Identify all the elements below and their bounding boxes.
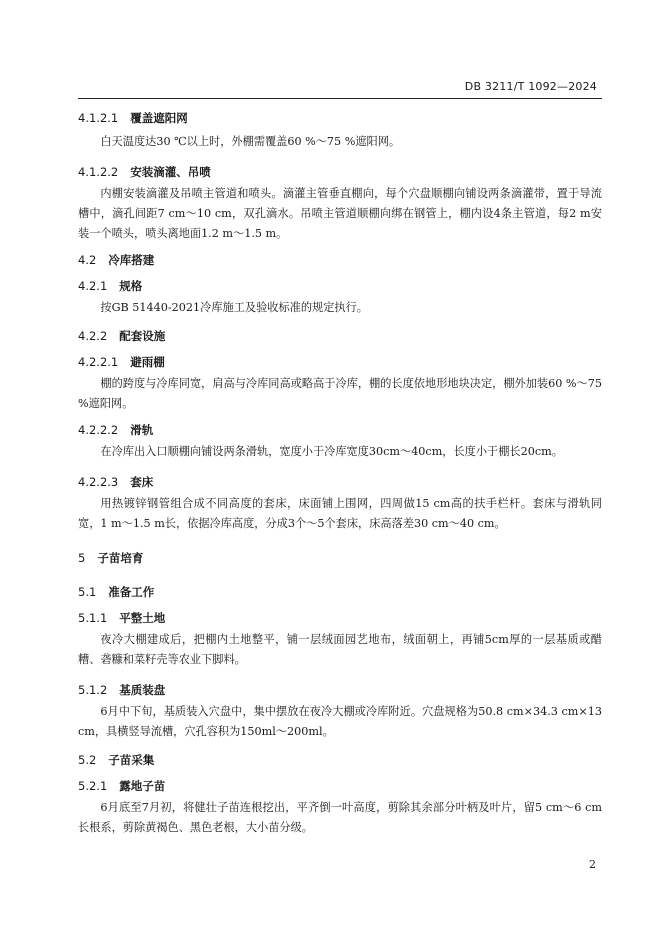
paragraph: 白天温度达30 ℃以上时，外棚需覆盖60 %～75 %遮阳网。 <box>100 135 401 148</box>
heading-5: 5 子苗培育 <box>78 551 144 565</box>
header-rule <box>78 98 602 99</box>
heading-4-2-2-3: 4.2.2.3 套床 <box>78 475 154 489</box>
heading-5-1-1: 5.1.1 平整土地 <box>78 611 166 625</box>
heading-4-2-2: 4.2.2 配套设施 <box>78 329 166 343</box>
heading-4-1-2-2: 4.1.2.2 安装滴灌、吊喷 <box>78 165 211 179</box>
paragraph: 6月底至7月初，将健壮子苗连根挖出，平齐倒一叶高度，剪除其余部分叶柄及叶片，留5 cm～6 cm长根系，剪除黄褐色、黑色老根，大小苗分级。 <box>78 801 602 834</box>
heading-5-1: 5.1 准备工作 <box>78 585 155 599</box>
paragraph: 6月中下旬，基质装入穴盘中，集中摆放在夜冷大棚或冷库附近。穴盘规格为50.8 cm×34.3 cm×13 cm，具横竖导流槽，穴孔容积为150ml～200ml。 <box>78 705 602 738</box>
paragraph: 棚的跨度与冷库同宽，肩高与冷库同高或略高于冷库，棚的长度依地形地块决定，棚外加装60 %～75 %遮阳网。 <box>78 377 602 410</box>
paragraph: 内棚安装滴灌及吊喷主管道和喷头。滴灌主管垂直棚向，每个穴盘顺棚向铺设两条滴灌带，置于导流槽中，滴孔间距7 cm～10 cm，双孔滴水。吊喷主管道顺棚向绑在钢管上，棚内设4条主管道，每2 m安装一个喷头，喷头离地面1.2 m～1.5 m。 <box>78 187 602 240</box>
heading-4-2: 4.2 冷库搭建 <box>78 253 155 267</box>
heading-5-2: 5.2 子苗采集 <box>78 753 155 767</box>
heading-4-2-2-2: 4.2.2.2 滑轨 <box>78 423 154 437</box>
heading-5-1-2: 5.1.2 基质装盘 <box>78 683 166 697</box>
heading-4-2-2-1: 4.2.2.1 避雨棚 <box>78 355 165 369</box>
paragraph: 用热镀锌钢管组合成不同高度的套床，床面铺上围网，四周做15 cm高的扶手栏杆。套床与滑轨同宽，1 m～1.5 m长，依据冷库高度，分成3个～5个套床，床高落差30 cm～40 cm。 <box>78 497 602 530</box>
paragraph: 夜冷大棚建成后，把棚内土地整平，铺一层绒面园艺地布，绒面朝上，再铺5cm厚的一层基质或醋糟、砻糠和菜籽壳等农业下脚料。 <box>78 633 602 666</box>
heading-4-2-1: 4.2.1 规格 <box>78 279 143 293</box>
paragraph: 在冷库出入口顺棚向铺设两条滑轨，宽度小于冷库宽度30cm～40cm，长度小于棚长20cm。 <box>100 445 563 458</box>
page-number: 2 <box>589 858 596 871</box>
paragraph: 按GB 51440-2021冷库施工及验收标准的规定执行。 <box>100 301 368 314</box>
document-id-header: DB 3211/T 1092—2024 <box>464 80 597 93</box>
heading-4-1-2-1: 4.1.2.1 覆盖遮阳网 <box>78 111 188 125</box>
heading-5-2-1: 5.2.1 露地子苗 <box>78 779 166 793</box>
